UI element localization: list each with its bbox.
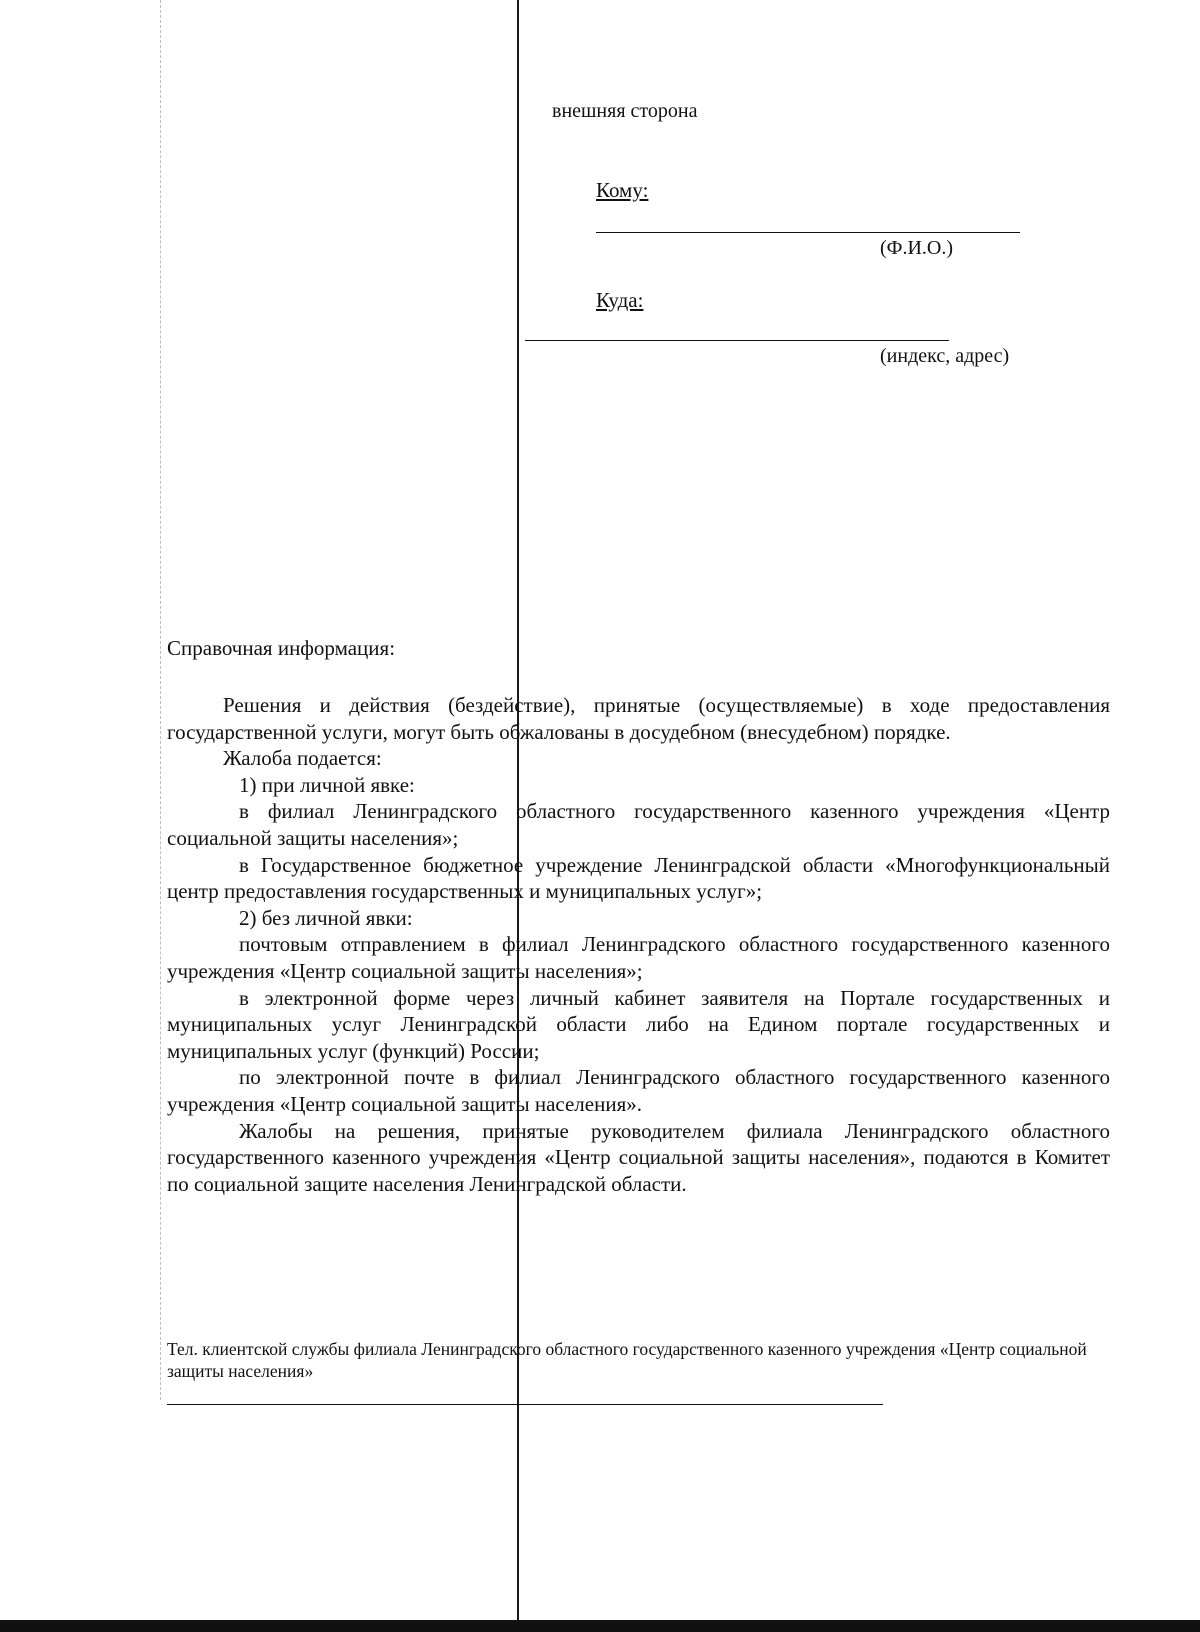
recipient-label: Кому: — [596, 178, 649, 202]
client-service-phone-line — [167, 1404, 883, 1405]
outer-side-label: внешняя сторона — [552, 100, 698, 122]
destination-address-line — [525, 340, 949, 341]
recipient-name-line — [596, 232, 1020, 233]
in-person-heading: 1) при личной явке: — [239, 772, 415, 797]
remote-heading: 2) без личной явки: — [239, 905, 413, 930]
scan-bottom-edge — [0, 1620, 1200, 1632]
scan-left-edge — [160, 0, 161, 1400]
recipient-name-caption: (Ф.И.О.) — [880, 237, 954, 259]
destination-label: Куда: — [596, 288, 644, 312]
in-person-branch-item: в филиал Ленинградского областного государственного казенного учреждения «Центр социальной защиты населения»; — [167, 799, 1110, 850]
remote-mail-item: почтовым отправлением в филиал Ленинградского областного государственного казенного учреждения «Центр социальной защиты населения»; — [167, 932, 1110, 983]
remote-portal-item: в электронной форме через личный кабинет заявителя на Портале государственных и муниципальных услуг Ленинградской области либо на Едином портале государственных и муниципальных услуг (функций) России; — [167, 985, 1110, 1063]
complaint-submission-heading: Жалоба подается: — [223, 746, 382, 771]
in-person-mfc-item: в Государственное бюджетное учреждение Ленинградской области «Многофункциональный центр предоставления государственных и муниципальных услуг»; — [167, 852, 1110, 904]
reference-info-body — [167, 692, 1110, 1197]
destination-address-caption: (индекс, адрес) — [880, 345, 1010, 367]
reference-info-heading: Справочная информация: — [167, 636, 396, 660]
committee-complaint-paragraph: Жалобы на решения, принятые руководителем филиала Ленинградского областного государственного казенного учреждения «Центр социальной защиты населения», подаются в Комитет по социальной защите населения Ленинградской области. — [167, 1118, 1110, 1196]
appeal-intro-paragraph: Решения и действия (бездействие), принятые (осуществляемые) в ходе предоставления государственной услуги, могут быть обжалованы в досудебном (внесудебном) порядке. — [167, 693, 1110, 744]
client-service-phone-label: Тел. клиентской службы филиала Ленинградского областного государственного казенного учреждения «Центр социальной защиты населения» — [167, 1339, 1087, 1381]
remote-email-item: по электронной почте в филиал Ленинградского областного государственного казенного учреждения «Центр социальной защиты населения». — [167, 1065, 1110, 1116]
